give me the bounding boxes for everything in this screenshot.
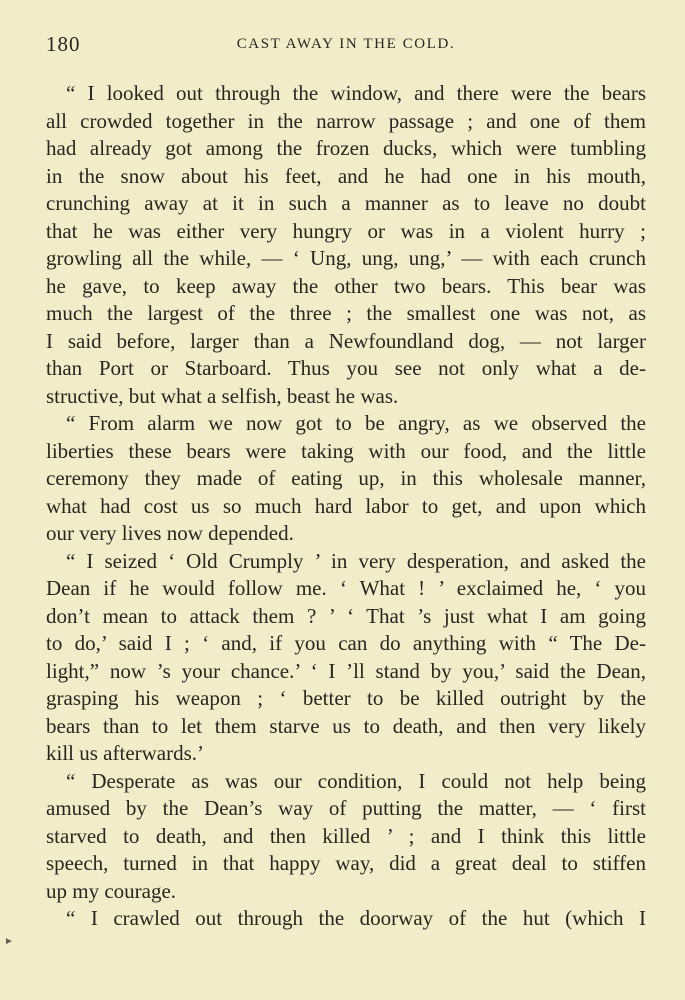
text-line: “ From alarm we now got to be angry, as we observed the <box>66 411 646 435</box>
text-line: bears than to let them starve us to death, and then very likely <box>46 713 646 738</box>
text-line: ceremony they made of eating up, in this wholesale manner, <box>46 466 646 490</box>
text-line: all crowded together in the narrow passage ; and one of them <box>46 108 646 133</box>
page-number: 180 <box>46 32 81 56</box>
text-line: he gave, to keep away the other two bears. This bear was <box>46 273 646 298</box>
text-line: amused by the Dean’s way of putting the matter, — ‘ first <box>46 796 646 820</box>
text-line: Dean if he would follow me. ‘ What ! ’ exclaimed he, ‘ you <box>46 576 646 600</box>
text-line: kill us afterwards.’ <box>46 741 205 765</box>
paragraph <box>46 905 646 933</box>
text-line: much the largest of the three ; the smallest one was not, as <box>46 301 646 325</box>
text-line: to do,’ said I ; ‘ and, if you can do anything with “ The De- <box>46 631 646 655</box>
text-line: don’t mean to attack them ? ’ ‘ That ’s just what I am going <box>46 603 646 628</box>
text-line: grasping his weapon ; ‘ better to be killed outright by the <box>46 686 646 710</box>
text-line: crunching away at it in such a manner as to leave no doubt <box>46 191 646 215</box>
text-line: liberties these bears were taking with our food, and the little <box>46 438 646 463</box>
margin-mark: ► <box>4 936 14 947</box>
paragraph <box>46 80 646 410</box>
text-line: “ I seized ‘ Old Crumply ’ in very desperation, and asked the <box>66 548 646 573</box>
text-line: structive, but what a selfish, beast he was. <box>46 383 399 408</box>
text-line: light,” now ’s your chance.’ ‘ I ’ll stand by you,’ said the Dean, <box>46 658 646 683</box>
text-line: that he was either very hungry or was in a violent hurry ; <box>46 218 646 243</box>
text-line: had already got among the frozen ducks, which were tumbling <box>46 136 646 160</box>
text-line: our very lives now depended. <box>46 521 294 545</box>
text-line: “ Desperate as was our condition, I could not help being <box>66 768 646 793</box>
text-line: growling all the while, — ‘ Ung, ung, ung,’ — with each crunch <box>46 246 646 270</box>
text-line: than Port or Starboard. Thus you see not only what a de- <box>46 356 646 380</box>
body-text <box>46 80 646 933</box>
text-line: starved to death, and then killed ’ ; and I think this little <box>46 823 646 848</box>
paragraph <box>46 768 646 906</box>
text-line: in the snow about his feet, and he had one in his mouth, <box>46 163 646 188</box>
text-line: I said before, larger than a Newfoundland dog, — not larger <box>46 328 646 353</box>
text-line: up my courage. <box>46 878 177 903</box>
text-line: speech, turned in that happy way, did a great deal to stiffen <box>46 851 646 875</box>
text-line: “ I looked out through the window, and there were the bears <box>66 81 646 105</box>
text-line: “ I crawled out through the doorway of the hut (which I <box>66 906 646 930</box>
paragraph <box>46 548 646 768</box>
paragraph <box>46 410 646 548</box>
running-title: CAST AWAY IN THE COLD. <box>236 36 456 52</box>
page-header <box>46 30 646 60</box>
text-line: what had cost us so much hard labor to get, and upon which <box>46 493 646 518</box>
